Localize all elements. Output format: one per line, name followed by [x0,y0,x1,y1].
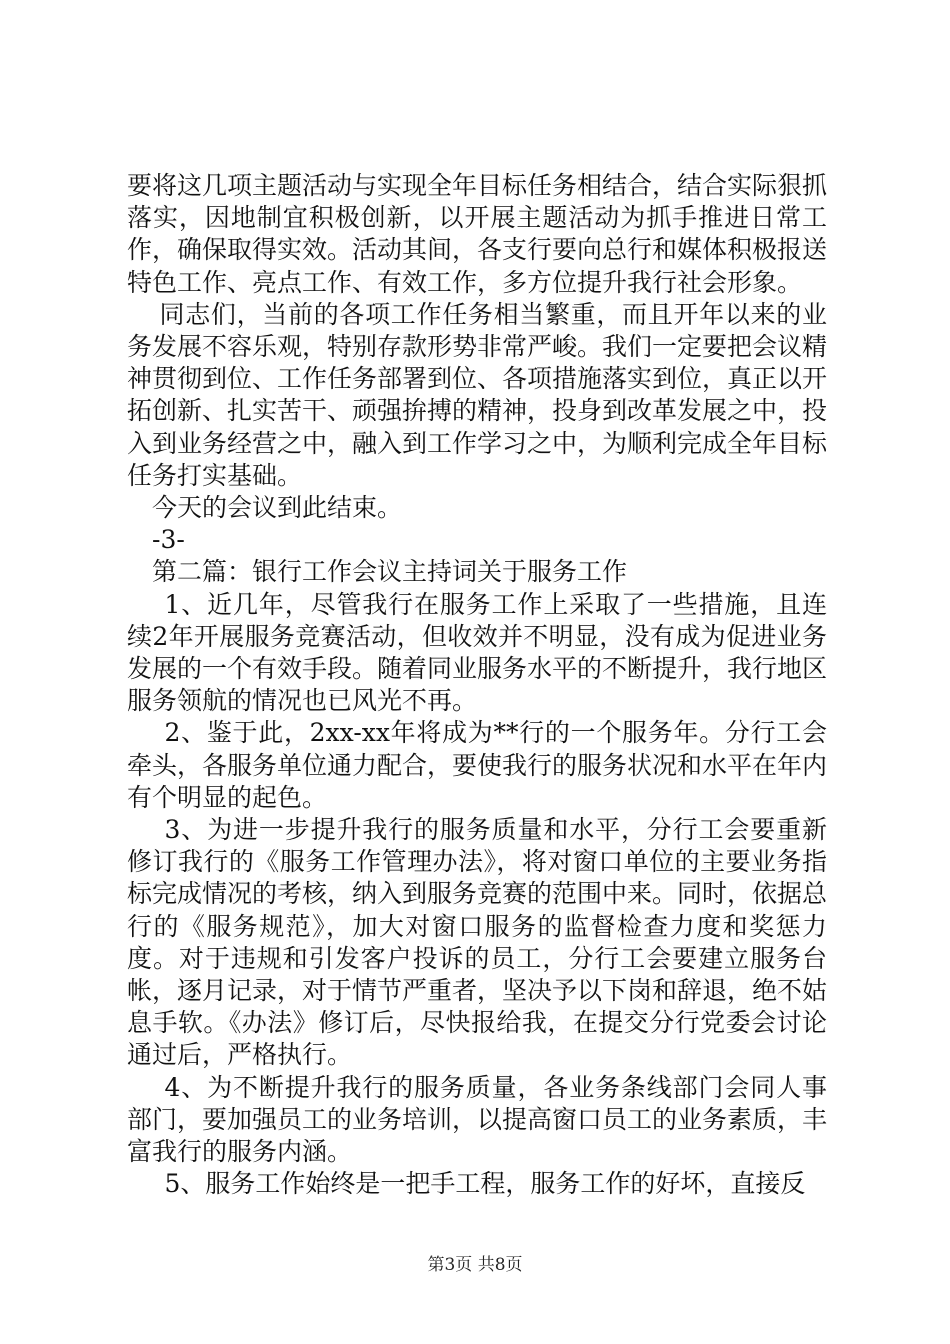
list-item-5: 5、服务工作始终是一把手工程，服务工作的好坏，直接反 [164,1169,806,1199]
section-heading: 第二篇：银行工作会议主持词关于服务工作 [152,557,628,587]
paragraph-closing: 今天的会议到此结束。 [152,493,403,523]
list-item-4: 4、为不断提升我行的服务质量，各业务条线部门会同人事部门，要加强员工的业务培训，以提高窗口员工的业务素质，丰富我行的服务内涵。 [127,1072,828,1167]
list-item-3: 3、为进一步提升我行的服务质量和水平，分行工会要重新修订我行的《服务工作管理办法》，将对窗口单位的主要业务指标完成情况的考核，纳入到服务竞赛的范围中来。同时，依据总行的《服务规范》，加大对窗口服务的监督检查力度和奖惩力度。对于违规和引发客户投诉的员工，分行工会要建立服务台帐，逐月记录，对于情节严重者，坚决予以下岗和辞退，绝不姑息手软。《办法》修订后，尽快报给我，在提交分行党委会讨论通过后，严格执行。 [127,815,828,1070]
paragraph-1: 要将这几项主题活动与实现全年目标任务相结合，结合实际狠抓落实，因地制宜积极创新，以开展主题活动为抓手推进日常工作，确保取得实效。活动其间，各支行要向总行和媒体积极报送特色工作、亮点工作、有效工作，多方位提升我行社会形象。 [127,171,828,297]
page-footer: 第3页 共8页 [427,1255,523,1275]
document-body [127,170,827,1201]
paragraph-2: 同志们，当前的各项工作任务相当繁重，而且开年以来的业务发展不容乐观，特别存款形势非常严峻。我们一定要把会议精神贯彻到位、工作任务部署到位、各项措施落实到位，真正以开拓创新、扎实苦干、顽强拚搏的精神，投身到改革发展之中，投入到业务经营之中，融入到工作学习之中，为顺利完成全年目标任务打实基础。 [127,299,828,490]
list-item-1: 1、近几年，尽管我行在服务工作上采取了一些措施，且连续2年开展服务竞赛活动，但收效并不明显，没有成为促进业务发展的一个有效手段。随着同业服务水平的不断提升，我行地区服务领航的情况也已风光不再。 [127,589,828,716]
page-marker: -3- [152,525,185,555]
list-item-2: 2、鉴于此，2xx-xx年将成为**行的一个服务年。分行工会牵头，各服务单位通力配合，要使我行的服务状况和水平在年内有个明显的起色。 [127,718,828,812]
